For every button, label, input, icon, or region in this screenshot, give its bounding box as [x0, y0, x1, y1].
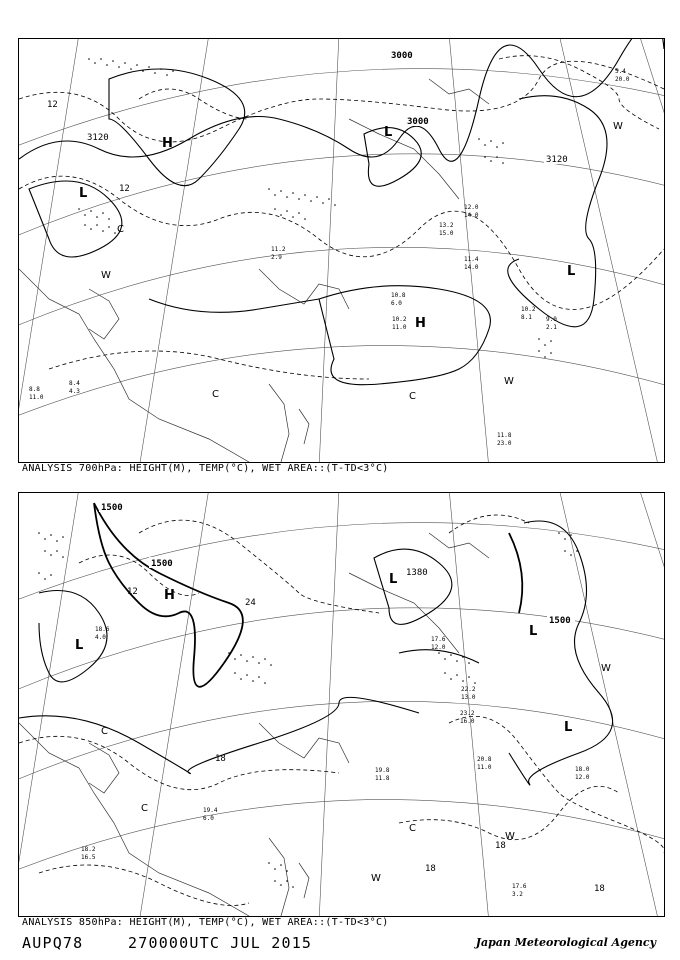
isotherm-label: 12 [127, 587, 138, 597]
wet-stipple-b [228, 652, 272, 684]
station-plot [375, 767, 390, 782]
station-dewpoint-depression: 6.0 [203, 815, 214, 822]
cold-center-symbol: C [409, 391, 416, 402]
station-dewpoint-depression: 6.0 [391, 300, 402, 307]
station-dewpoint-depression: 8.1 [521, 314, 532, 321]
lat-lon-grid [19, 39, 664, 462]
station-dewpoint-depression: 4.3 [69, 388, 80, 395]
station-plot [497, 432, 512, 447]
station-plot [512, 883, 527, 898]
warm-center-symbol: W [504, 376, 514, 387]
station-temp: 10.2 [521, 306, 536, 313]
isotherm-label: 24 [245, 598, 256, 608]
isotherm-label: 18 [215, 754, 226, 764]
station-dewpoint-depression: 16.5 [81, 854, 96, 861]
chart-caption-700hpa: ANALYSIS 700hPa: HEIGHT(M), TEMP(°C), WET AREA::(T-TD<3°C) [22, 463, 389, 474]
station-plot [431, 636, 446, 651]
low-pressure-symbol: L [529, 624, 538, 639]
station-temp: 13.2 [439, 222, 454, 229]
station-temp: 18.6 [95, 626, 110, 633]
station-dewpoint-depression: 13.0 [461, 694, 476, 701]
station-temp: 23.2 [460, 710, 475, 717]
station-dewpoint-depression: 14.0 [464, 264, 479, 271]
height-contour-label: 3000 [407, 117, 429, 127]
cold-center-symbol: C [141, 803, 148, 814]
height-contour-label: 1500 [101, 503, 123, 513]
cold-center-symbol: C [212, 389, 219, 400]
isotherm-label: 12 [119, 184, 130, 194]
station-dewpoint-depression: 11.0 [477, 764, 492, 771]
low-pressure-symbol: L [75, 638, 84, 653]
station-plot [521, 306, 536, 321]
wet-stipple-b [78, 208, 116, 234]
station-plot [439, 222, 454, 237]
station-temp: 11.2 [271, 246, 286, 253]
station-plot [460, 710, 475, 725]
low-pressure-symbol: L [567, 264, 576, 279]
wet-stipple-c [268, 188, 336, 220]
station-dewpoint-depression: 12.0 [575, 774, 590, 781]
station-dewpoint-depression: 4.0 [95, 634, 106, 641]
station-temp: 17.6 [512, 883, 527, 890]
height-contour-label: 1380 [406, 568, 428, 578]
warm-center-symbol: W [613, 121, 623, 132]
map-850hpa [19, 493, 664, 916]
low-pressure-symbol: L [564, 720, 573, 735]
station-plot [464, 204, 479, 219]
height-contour-label: 3120 [87, 133, 109, 143]
pressure-symbols-850 [75, 572, 611, 884]
station-dewpoint-depression: 15.0 [439, 230, 454, 237]
station-temp: 10.2 [392, 316, 407, 323]
station-dewpoint-depression: 11.8 [375, 775, 390, 782]
warm-center-symbol: W [101, 270, 111, 281]
station-temp: 19.8 [375, 767, 390, 774]
station-plot [69, 380, 80, 395]
high-pressure-symbol: H [162, 136, 173, 151]
agency-name: Japan Meteorological Agency [475, 936, 656, 949]
chart-850hpa [18, 492, 665, 917]
station-temp: 10.8 [391, 292, 406, 299]
station-plot [81, 846, 96, 861]
station-plot [392, 316, 407, 331]
cold-center-symbol: C [117, 224, 124, 235]
station-temp: 22.2 [461, 686, 476, 693]
height-contour-label: 1500 [549, 616, 571, 626]
isotherm-label: 12 [47, 100, 58, 110]
warm-center-symbol: W [601, 663, 611, 674]
station-temp: 18.0 [575, 766, 590, 773]
wet-stipple-d [478, 138, 552, 358]
station-temp: 8.8 [29, 386, 40, 393]
isotherm-label: 18 [495, 841, 506, 851]
station-dewpoint-depression: 23.0 [497, 440, 512, 447]
station-plot [575, 766, 590, 781]
station-temp: 11.4 [464, 256, 479, 263]
high-pressure-symbol: H [164, 588, 175, 603]
station-temp: 9.0 [546, 316, 557, 323]
station-temp: 12.0 [464, 204, 479, 211]
chart-700hpa [18, 38, 665, 463]
height-contour-label: 1500 [151, 559, 173, 569]
station-plot [391, 292, 406, 307]
cold-center-symbol: C [101, 726, 108, 737]
station-temp: 20.8 [477, 756, 492, 763]
wet-area-850 [38, 532, 578, 888]
low-pressure-symbol: L [389, 572, 398, 587]
wet-stipple-a [38, 532, 64, 580]
valid-time: 270000UTC JUL 2015 [128, 934, 313, 952]
product-id: AUPQ78 [22, 934, 84, 952]
station-temp: 18.2 [81, 846, 96, 853]
station-dewpoint-depression: 11.0 [392, 324, 407, 331]
wet-stipple-d [268, 532, 578, 888]
chart-caption-850hpa: ANALYSIS 850hPa: HEIGHT(M), TEMP(°C), WET AREA::(T-TD<3°C) [22, 917, 389, 928]
height-contours-700 [19, 39, 664, 385]
height-contour-label: 3120 [546, 155, 568, 165]
station-temp: 19.4 [203, 807, 218, 814]
station-dewpoint-depression: 2.9 [271, 254, 282, 261]
station-temp: 8.4 [69, 380, 80, 387]
isotherm-label: 18 [594, 884, 605, 894]
station-dewpoint-depression: 16.0 [460, 718, 475, 725]
warm-center-symbol: W [371, 873, 381, 884]
station-temp: 17.6 [431, 636, 446, 643]
station-dewpoint-depression: 2.1 [546, 324, 557, 331]
station-dewpoint-depression: 12.0 [431, 644, 446, 651]
station-dewpoint-depression: 14.0 [464, 212, 479, 219]
station-plot [615, 68, 630, 83]
map-700hpa [19, 39, 664, 462]
station-plot [464, 256, 479, 271]
station-dewpoint-depression: 20.0 [615, 76, 630, 83]
station-plots-850 [81, 626, 590, 898]
wet-stipple-c [438, 652, 476, 684]
cold-center-symbol: C [409, 823, 416, 834]
station-temp: 11.8 [497, 432, 512, 439]
station-plot [461, 686, 476, 701]
station-plot [546, 316, 557, 331]
station-dewpoint-depression: 3.2 [512, 891, 523, 898]
wet-stipple-a [88, 58, 174, 76]
lat-lon-grid [19, 493, 664, 916]
warm-center-symbol: W [505, 831, 515, 842]
station-plot [477, 756, 492, 771]
station-dewpoint-depression: 11.0 [29, 394, 44, 401]
station-plot [95, 626, 110, 641]
isotherms-700 [19, 56, 664, 379]
station-temp: 5.4 [615, 68, 626, 75]
station-plot [271, 246, 286, 261]
high-pressure-symbol: H [415, 316, 426, 331]
station-plot [29, 386, 44, 401]
isotherm-label: 18 [425, 864, 436, 874]
height-contour-label: 3000 [391, 51, 413, 61]
pressure-symbols-700 [79, 121, 623, 402]
low-pressure-symbol: L [384, 125, 393, 140]
low-pressure-symbol: L [79, 186, 88, 201]
